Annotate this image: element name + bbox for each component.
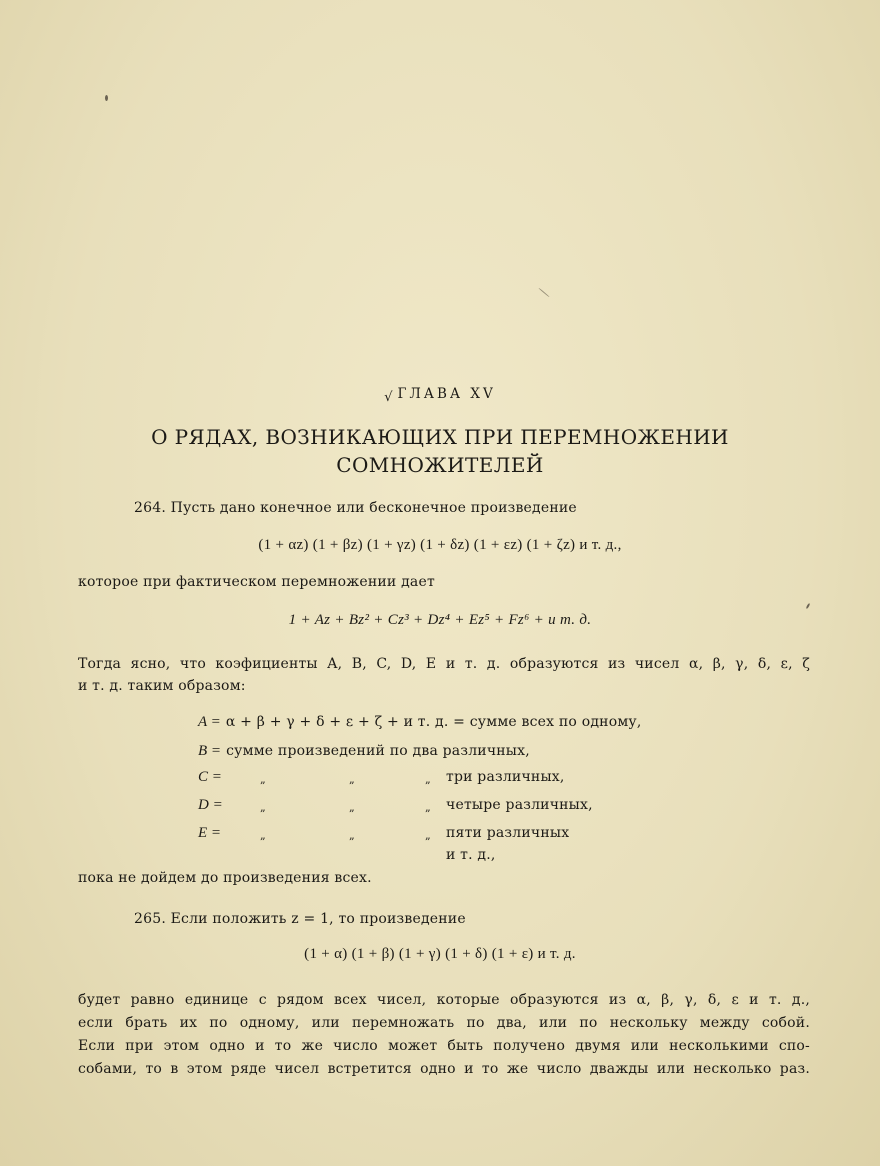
ditto-mark: „ bbox=[260, 829, 266, 842]
row-text: α + β + γ + δ + ε + ζ + и т. д. = сумме всех по одному, bbox=[225, 714, 642, 730]
ditto-mark: „ bbox=[425, 829, 431, 842]
row-text-d: четыре различных, bbox=[446, 797, 593, 813]
paragraph-line-2: если брать их по одному, или перемножать по два, или по нескольку между собой. bbox=[78, 1015, 810, 1031]
expansion-formula: 1 + Az + Bz² + Cz³ + Dz⁴ + Ez⁵ + Fz⁶ + и т. д. bbox=[288, 612, 592, 628]
coefficients-line-2: и т. д. таким образом: bbox=[78, 678, 246, 694]
paragraph-line-4: собами, то в этом ряде чисел встретится одно и то же число дважды или несколько раз. bbox=[78, 1061, 810, 1077]
product-formula: (1 + αz) (1 + βz) (1 + γz) (1 + δz) (1 + εz) (1 + ζz) и т. д., bbox=[258, 537, 622, 553]
page-speck bbox=[806, 603, 811, 609]
chapter-label bbox=[0, 386, 880, 405]
coefficients-line-1: Тогда ясно, что коэфициенты A, B, C, D, E и т. д. образуются из чисел α, β, γ, δ, ε, ζ bbox=[78, 656, 810, 672]
ditto-mark: „ bbox=[349, 801, 355, 814]
ditto-mark: „ bbox=[260, 801, 266, 814]
row-label-c: C = bbox=[198, 769, 222, 785]
ditto-mark: „ bbox=[425, 773, 431, 786]
check-mark: √ bbox=[384, 390, 396, 405]
coefficient-row-a bbox=[198, 711, 642, 731]
row-label-e: E = bbox=[198, 825, 222, 841]
row-label: B = bbox=[198, 743, 222, 759]
chapter-title-line-2: СОМНОЖИТЕЛЕЙ bbox=[336, 453, 544, 477]
etc-line: и т. д., bbox=[446, 847, 496, 863]
page-speck bbox=[538, 288, 549, 298]
chapter-number: ГЛАВА XV bbox=[397, 386, 496, 402]
ditto-mark: „ bbox=[349, 829, 355, 842]
paragraph-line-3: Если при этом одно и то же число может быть получено двумя или несколькими спо- bbox=[78, 1038, 810, 1054]
coefficient-row-b bbox=[198, 740, 530, 760]
ditto-mark: „ bbox=[349, 773, 355, 786]
line-after-product: которое при фактическом перемножении дает bbox=[78, 574, 435, 590]
ditto-mark: „ bbox=[425, 801, 431, 814]
row-text-c: три различных, bbox=[446, 769, 565, 785]
row-label-d: D = bbox=[198, 797, 223, 813]
page-speck bbox=[105, 95, 108, 101]
section-265-intro: 265. Если положить z = 1, то произведение bbox=[134, 911, 466, 927]
section-264-closing: пока не дойдем до произведения всех. bbox=[78, 870, 372, 886]
product-formula-z1: (1 + α) (1 + β) (1 + γ) (1 + δ) (1 + ε) и т. д. bbox=[304, 946, 576, 962]
ditto-mark: „ bbox=[260, 773, 266, 786]
paragraph-line-1: будет равно единице с рядом всех чисел, которые образуются из α, β, γ, δ, ε и т. д., bbox=[78, 992, 810, 1008]
row-text: сумме произведений по два различных, bbox=[226, 743, 530, 759]
row-text-e: пяти различных bbox=[446, 825, 570, 841]
chapter-title-line-1: О РЯДАХ, ВОЗНИКАЮЩИХ ПРИ ПЕРЕМНОЖЕНИИ bbox=[151, 425, 729, 449]
section-264-intro: 264. Пусть дано конечное или бесконечное произведение bbox=[134, 500, 577, 516]
row-label: A = bbox=[198, 714, 221, 730]
